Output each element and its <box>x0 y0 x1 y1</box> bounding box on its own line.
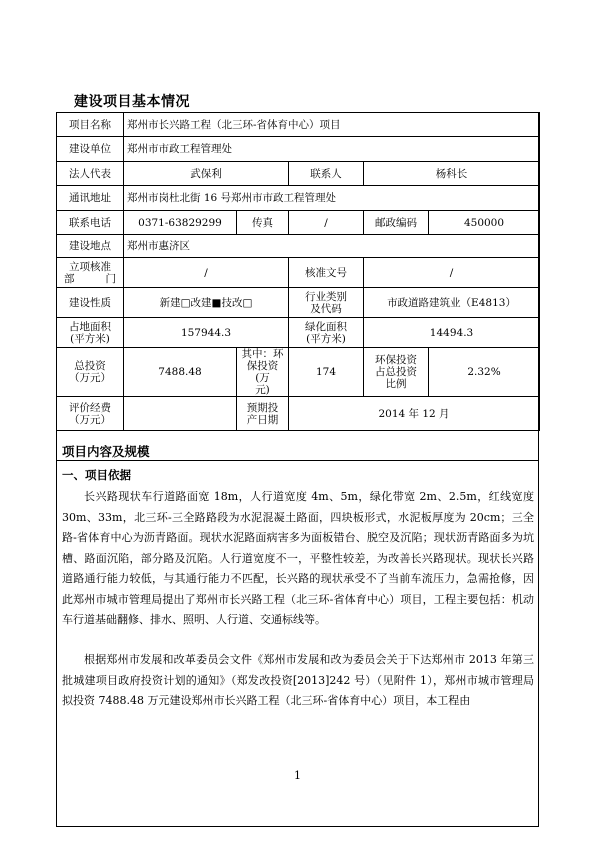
legal-rep-value: 武保利 <box>124 162 289 186</box>
industry-label <box>289 288 364 318</box>
address-value: 郑州市岗杜北街 16 号郑州市市政工程管理处 <box>124 186 540 211</box>
project-name-label: 项目名称 <box>57 113 124 137</box>
eval-fee-value <box>124 397 237 431</box>
fax-label: 传真 <box>237 211 289 235</box>
subsection-heading: 一、项目依据 <box>62 468 131 482</box>
approval-dept-label-line2: 部门 <box>64 272 116 285</box>
page-number: 1 <box>294 769 301 782</box>
env-ratio-label-line2: 占总投资 <box>375 366 417 378</box>
legal-rep-label: 法人代表 <box>57 162 124 186</box>
area-label <box>57 318 124 348</box>
table-row <box>57 235 540 258</box>
total-invest-label <box>57 348 124 397</box>
env-invest-label-line2: 保投资(万 <box>246 360 279 384</box>
builder-label: 建设单位 <box>57 137 124 162</box>
industry-label-line2: 及代码 <box>310 302 342 315</box>
phone-label: 联系电话 <box>57 211 124 235</box>
planned-date-label-line1: 预期投 <box>246 401 279 414</box>
table-row <box>57 348 540 397</box>
table-row <box>57 397 540 431</box>
area-value: 157944.3 <box>124 318 289 348</box>
approval-dept-label-line1: 立项核准 <box>69 260 111 273</box>
project-info-table <box>56 112 540 431</box>
green-area-value: 14494.3 <box>364 318 540 348</box>
paragraph-1: 长兴路现状车行道路面宽 18m，人行道宽度 4m、5m，绿化带宽 2m、2.5m，红线宽度 30m、33m，北三环-三全路路段为水泥混凝土路面，四块板形式，水泥板厚度为 20cm；三全路-省体育中心为沥青路面。现状水泥路面病害多为面板错台、脱空及沉陷；现状沥青路面多为坑槽、路面沉陷，部分路及沉陷。人行道宽度不一，平整性较差，为改善长兴路现状。现状长兴路道路通行能力较低，与其通行能力不匹配，长兴路的现状承受不了当前车流压力，急需抢修，因此郑州市城市管理局提出了郑州市长兴路工程（北三环-省体育中心）项目，工程主要包括：机动车行道基础翻修、排水、照明、人行道、交通标线等。 <box>62 490 534 626</box>
table-row <box>57 186 540 211</box>
address-label: 通讯地址 <box>57 186 124 211</box>
industry-value: 市政道路建筑业（E4813） <box>364 288 540 318</box>
env-invest-label <box>237 348 289 397</box>
eval-fee-label <box>57 397 124 431</box>
contact-label: 联系人 <box>289 162 364 186</box>
section-heading: 项目内容及规模 <box>62 444 150 459</box>
table-row <box>57 137 540 162</box>
env-ratio-value: 2.32% <box>429 348 540 397</box>
green-area-label-line2: (平方米) <box>306 332 346 345</box>
phone-value: 0371-63829299 <box>124 211 237 235</box>
industry-label-line1: 行业类别 <box>305 290 347 303</box>
location-value: 郑州市惠济区 <box>124 235 540 258</box>
location-label: 建设地点 <box>57 235 124 258</box>
eval-fee-label-line1: 评价经费 <box>69 401 111 414</box>
env-invest-value: 174 <box>289 348 364 397</box>
paragraph-2: 根据郑州市发展和改革委员会文件《郑州市发展和改为委员会关于下达郑州市 2013 年第三批城建项目政府投资计划的通知》（郑发改投资[2013]242 号）（见附件 1），郑州市城市管理局拟投资 7488.48 万元建设郑州市长兴路工程（北三环-省体育中心）项目，本工程由 <box>62 653 534 707</box>
env-ratio-label-line3: 比例 <box>385 378 407 390</box>
total-invest-label-line2: （万元） <box>69 372 111 384</box>
approval-doc-label: 核准文号 <box>289 258 364 288</box>
total-invest-label-line1: 总投资 <box>74 360 106 372</box>
env-ratio-label-line1: 环保投资 <box>375 354 417 366</box>
section-divider <box>56 460 539 461</box>
fax-value: / <box>289 211 364 235</box>
table-row <box>57 258 540 288</box>
postcode-value: 450000 <box>429 211 540 235</box>
page-title: 建设项目基本情况 <box>74 94 190 110</box>
approval-doc-value: / <box>364 258 540 288</box>
env-invest-label-line1: 其中：环 <box>241 348 284 360</box>
table-row <box>57 211 540 235</box>
eval-fee-label-line2: （万元） <box>69 413 111 426</box>
planned-date-value: 2014 年 12 月 <box>289 397 540 431</box>
area-label-line2: (平方米) <box>70 332 110 345</box>
table-row <box>57 318 540 348</box>
env-ratio-label <box>364 348 429 397</box>
approval-dept-value: / <box>124 258 289 288</box>
contact-value: 杨科长 <box>364 162 540 186</box>
area-label-line1: 占地面积 <box>69 320 111 333</box>
postcode-label: 邮政编码 <box>364 211 429 235</box>
total-invest-value: 7488.48 <box>124 348 237 397</box>
table-row <box>57 162 540 186</box>
planned-date-label-line2: 产日期 <box>246 413 279 426</box>
approval-dept-label <box>57 258 124 288</box>
table-row <box>57 288 540 318</box>
nature-value: 新建□改建■技改□ <box>124 288 289 318</box>
green-area-label-line1: 绿化面积 <box>305 320 347 333</box>
table-row <box>57 113 540 137</box>
env-invest-label-line3: 元) <box>255 384 270 396</box>
planned-date-label <box>237 397 289 431</box>
nature-label: 建设性质 <box>57 288 124 318</box>
green-area-label <box>289 318 364 348</box>
project-name-value: 郑州市长兴路工程（北三环-省体育中心）项目 <box>124 113 540 137</box>
builder-value: 郑州市市政工程管理处 <box>124 137 540 162</box>
